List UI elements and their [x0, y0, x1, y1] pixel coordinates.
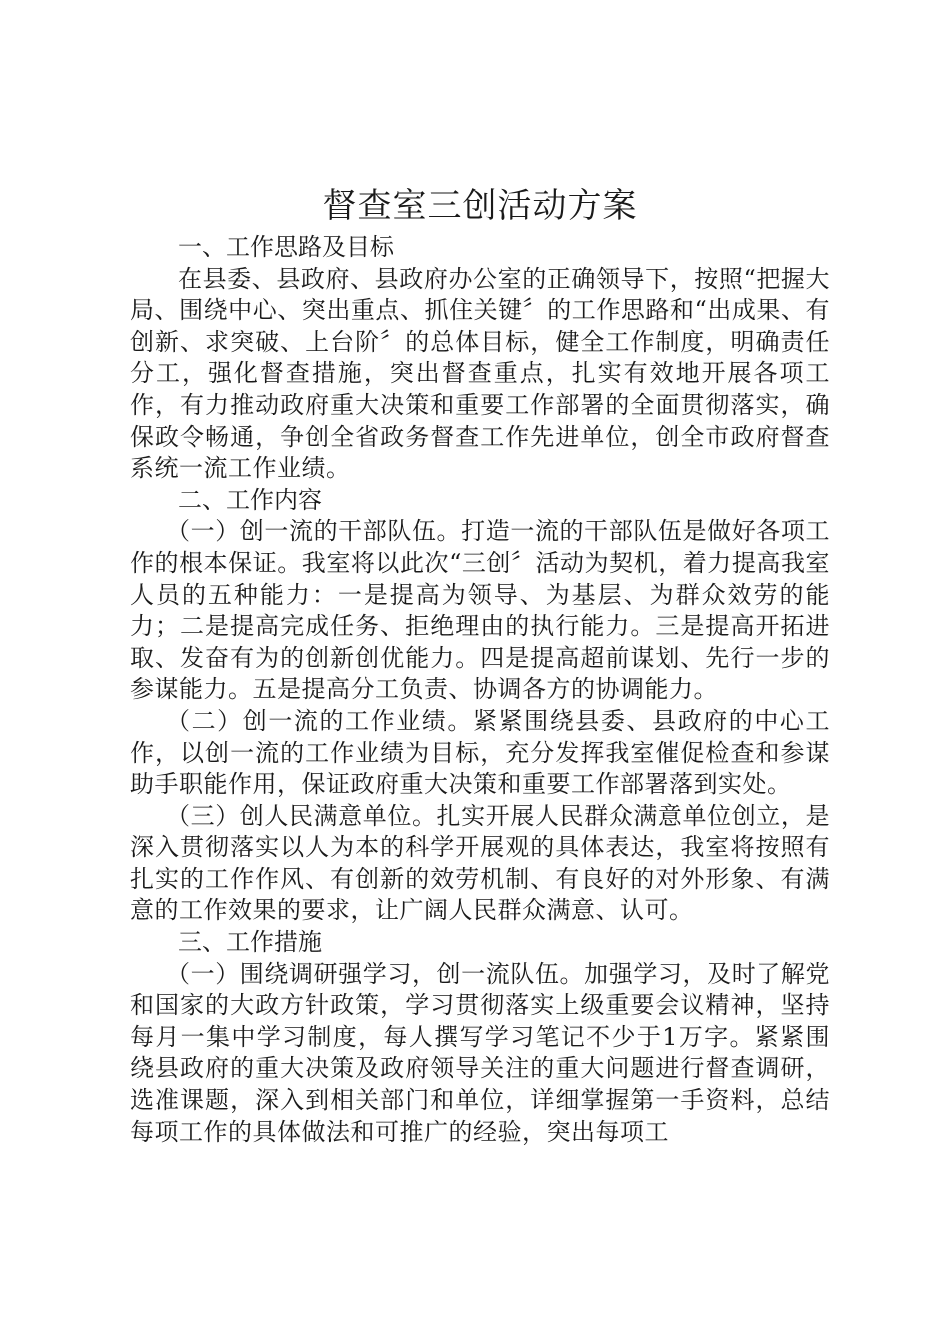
- section-heading: 二、工作内容: [178, 485, 322, 514]
- document-title: 督查室三创活动方案: [322, 186, 638, 226]
- section-1: [130, 232, 830, 485]
- section-paragraph: （一）创一流的干部队伍。打造一流的干部队伍是做好各项工作的根本保证。我室将以此次“三创〞活动为契机，着力提高我室人员的五种能力：一是提高为领导、为基层、为群众效劳的能力；二是提高完成任务、拒绝理由的执行能力。三是提高开拓进取、发奋有为的创新创优能力。四是提高超前谋划、先行一步的参谋能力。五是提高分工负责、协调各方的协调能力。: [130, 517, 830, 704]
- section-paragraph: （一）围绕调研强学习，创一流队伍。加强学习，及时了解党和国家的大政方针政策，学习贯彻落实上级重要会议精神，坚持每月一集中学习制度，每人撰写学习笔记不少于1万字。紧紧围绕县政府的重大决策及政府领导关注的重大问题进行督查调研，选准课题，深入到相关部门和单位，详细掌握第一手资料，总结每项工作的具体做法和可推广的经验，突出每项工: [130, 959, 830, 1146]
- section-2: [130, 485, 830, 927]
- section-3: [130, 927, 830, 1148]
- section-heading: 一、工作思路及目标: [178, 233, 394, 261]
- section-paragraph: 在县委、县政府、县政府办公室的正确领导下，按照“把握大局、围绕中心、突出重点、抓住关键〞的工作思路和“出成果、有创新、求突破、上台阶〞的总体目标，健全工作制度，明确责任分工，强化督查措施，突出督查重点，扎实有效地开展各项工作，有力推动政府重大决策和重要工作部署的全面贯彻落实，确保政令畅通，争创全省政务督查工作先进单位，创全市政府督查系统一流工作业绩。: [130, 264, 830, 483]
- document-page: [130, 180, 830, 1148]
- section-paragraph: （二）创一流的工作业绩。紧紧围绕县委、县政府的中心工作，以创一流的工作业绩为目标，充分发挥我室催促检查和参谋助手职能作用，保证政府重大决策和重要工作部署落到实处。: [130, 706, 830, 799]
- section-heading: 三、工作措施: [178, 928, 322, 957]
- section-paragraph: （三）创人民满意单位。扎实开展人民群众满意单位创立，是深入贯彻落实以人为本的科学开展观的具体表达，我室将按照有扎实的工作作风、有创新的效劳机制、有良好的对外形象、有满意的工作效果的要求，让广阔人民群众满意、认可。: [130, 801, 830, 925]
